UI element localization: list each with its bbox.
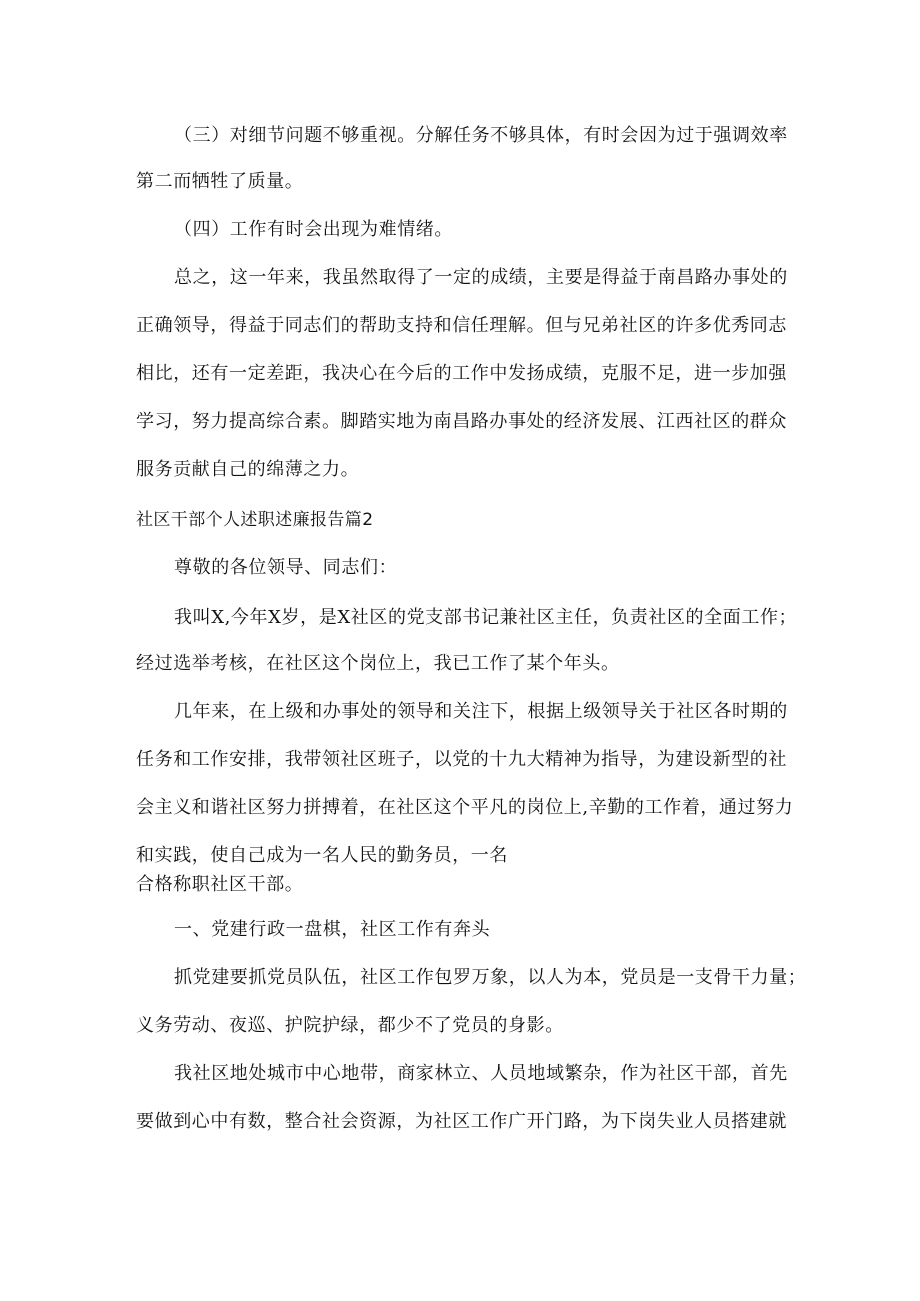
paragraph-line: 我叫X,今年X岁，是X社区的党支部书记兼社区主任，负责社区的全面工作；: [174, 607, 798, 628]
paragraph-line: 任务和工作安排，我带领社区班子，以党的十九大精神为指导，为建设新型的社: [136, 749, 787, 770]
section-subheading: 一、党建行政一盘棋，社区工作有奔头: [174, 919, 491, 940]
salutation: 尊敬的各位领导、同志们：: [174, 557, 398, 578]
paragraph-line: 会主义和谐社区努力拼搏着，在社区这个平凡的岗位上,辛勤的工作着，通过努力: [136, 797, 794, 818]
paragraph-line: （三）对细节问题不够重视。分解任务不够具体，有时会因为过于强调效率: [174, 125, 788, 146]
paragraph-line: 正确领导，得益于同志们的帮助支持和信任理解。但与兄弟社区的许多优秀同志: [136, 315, 787, 336]
paragraph-line: 经过选举考核，在社区这个岗位上，我已工作了某个年头。: [136, 653, 620, 674]
paragraph-line: 我社区地处城市中心地带，商家林立、人员地域繁杂，作为社区干部，首先: [174, 1063, 788, 1084]
paragraph-line: 要做到心中有数，整合社会资源，为社区工作广开门路，为下岗失业人员搭建就: [136, 1111, 787, 1132]
section-heading: 社区干部个人述职述廉报告篇2: [136, 510, 374, 530]
paragraph-line: 几年来，在上级和办事处的领导和关注下，根据上级领导关于社区各时期的: [174, 701, 788, 722]
paragraph-line: 总之，这一年来，我虽然取得了一定的成绩，主要是得益于南昌路办事处的: [174, 267, 788, 288]
paragraph-line: 合格称职社区干部。: [136, 874, 304, 895]
paragraph-line: 相比，还有一定差距，我决心在今后的工作中发扬成绩，克服不足，进一步加强: [136, 363, 787, 384]
paragraph-line: （四）工作有时会出现为难情绪。: [174, 219, 453, 240]
paragraph-line: 抓党建要抓党员队伍，社区工作包罗万象，以人为本，党员是一支骨干力量；: [174, 967, 807, 988]
paragraph-line: 学习，努力提高综合素。脚踏实地为南昌路办事处的经济发展、江西社区的群众: [136, 411, 787, 432]
paragraph-line: 和实践，使自己成为一名人民的勤务员，一名: [136, 845, 508, 866]
paragraph-line: 第二而牺牲了质量。: [136, 171, 304, 192]
paragraph-line: 服务贡献自己的绵薄之力。: [136, 459, 360, 480]
paragraph-line: 义务劳动、夜巡、护院护绿，都少不了党员的身影。: [136, 1015, 564, 1036]
